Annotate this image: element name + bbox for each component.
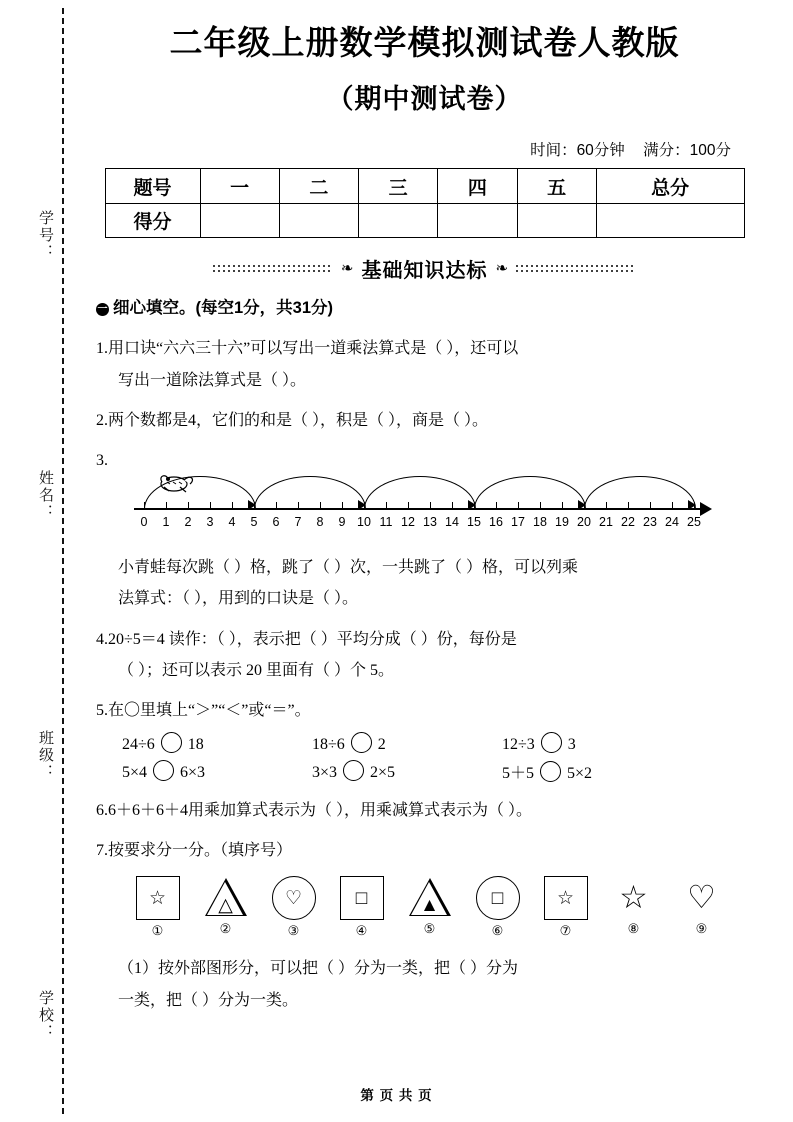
tick-mark: [584, 502, 585, 509]
compare-left-4: 5×4: [122, 764, 148, 782]
flag-left-icon: ❧: [340, 261, 354, 278]
number-line-figure: [122, 474, 712, 550]
question-3-line-2: 法算式：（ ），用到的口诀是（ ）。: [118, 590, 359, 608]
tick-label: 9: [338, 515, 346, 530]
hop-arc-2: [254, 476, 366, 509]
compare-left-6: 5＋5: [502, 765, 535, 783]
score-table-score-label: 得分: [105, 204, 200, 238]
question-3-line-1: 小青蛙每次跳（ ）格，跳了（ ）次，一共跳了（ ）格，可以列乘: [118, 559, 579, 577]
page-title: 二年级上册数学模拟测试卷人教版: [169, 24, 680, 61]
tick-mark: [694, 502, 695, 509]
tick-label: 22: [621, 515, 635, 530]
tick-mark: [496, 502, 497, 509]
question-4-line-1: 4.20÷5＝4 读作：（ ），表示把（ ）平均分成（ ）份，每份是: [96, 630, 517, 648]
shape-item-8: [611, 876, 657, 939]
score-col-2: 二: [279, 169, 358, 204]
tick-label: 14: [445, 515, 459, 530]
time-limit: 时间：60分钟: [530, 142, 625, 160]
tick-mark: [452, 502, 453, 509]
shape-bare-9: [681, 876, 723, 918]
tick-label: 8: [316, 515, 324, 530]
side-label-group: [22, 180, 56, 1082]
hop-arc-5: [584, 476, 696, 509]
tick-mark: [606, 502, 607, 509]
tick-label: 7: [294, 515, 302, 530]
question-3-label: 3.: [96, 451, 108, 469]
tick-label: 10: [357, 515, 371, 530]
tick-mark: [298, 502, 299, 509]
ornament-left-icon: [213, 264, 333, 273]
compare-right-1: 18: [187, 736, 204, 754]
score-table-row-label: 题号: [105, 169, 200, 204]
tick-label: 4: [228, 515, 236, 530]
question-7-prompt: 7.按要求分一分。（填序号）: [96, 842, 293, 860]
score-value-4[interactable]: [438, 204, 517, 238]
shape-item-7: [543, 876, 589, 939]
compare-right-2: 2: [377, 736, 386, 754]
shape-outline-square-4: [340, 876, 384, 920]
tick-mark: [144, 502, 145, 509]
tick-label: 19: [555, 515, 569, 530]
paper-content: [96, 22, 753, 1016]
question-1-line-1: 1.用口诀“六六三十六”可以写出一道乘法算式是（ ），还可以: [96, 340, 519, 358]
score-col-4: 四: [438, 169, 517, 204]
compare-left-2: 18÷6: [312, 736, 345, 754]
question-5-row-1: [96, 732, 753, 754]
table-row-header: [105, 169, 744, 204]
hop-arc-3: [364, 476, 476, 509]
shape-item-6: [475, 876, 521, 939]
compare-circle-2[interactable]: [351, 732, 372, 753]
tick-label: 21: [599, 515, 613, 530]
compare-item-6: [502, 760, 692, 783]
shape-index-9: ⑨: [695, 921, 708, 937]
shape-index-5: ⑤: [423, 921, 436, 937]
shape-bare-8: [613, 876, 655, 918]
question-7-sub1-line-1: （1）按外部图形分，可以把（ ）分为一类，把（ ）分为: [118, 960, 519, 978]
tick-label: 11: [379, 515, 393, 530]
shape-index-2: ②: [219, 921, 232, 937]
shape-index-7: ⑦: [559, 923, 572, 939]
tick-label: 18: [533, 515, 547, 530]
score-value-total[interactable]: [596, 204, 744, 238]
shape-index-8: ⑧: [627, 921, 640, 937]
tick-mark: [386, 502, 387, 509]
shape-index-1: ①: [151, 923, 164, 939]
tick-mark: [320, 502, 321, 509]
score-value-5[interactable]: [517, 204, 596, 238]
question-7-sub1-line-2: 一类，把（ ）分为一类。: [118, 991, 299, 1009]
square-outline-icon: □: [355, 887, 368, 909]
tick-mark: [628, 502, 629, 509]
question-group-heading: [96, 292, 753, 324]
shape-outline-triangle-5: [409, 876, 451, 918]
compare-left-1: 24÷6: [122, 736, 155, 754]
tick-label: 23: [643, 515, 657, 530]
compare-left-3: 12÷3: [502, 736, 535, 754]
shape-item-1: [135, 876, 181, 939]
score-col-5: 五: [517, 169, 596, 204]
dashed-cut-line: [62, 8, 64, 1114]
question-5-row-2: [96, 760, 753, 783]
section-title: 基础知识达标: [361, 260, 488, 283]
compare-circle-1[interactable]: [161, 732, 182, 753]
flag-right-icon: ❧: [495, 261, 509, 278]
tick-mark: [188, 502, 189, 509]
star-outline-icon-3: ☆: [619, 879, 648, 916]
question-1-line-2: 写出一道除法算式是（ ）。: [118, 371, 307, 389]
triangle-outline-icon: △: [218, 894, 233, 916]
section-header: [96, 254, 753, 283]
shape-item-5: [407, 876, 453, 939]
question-5-prompt: 5.在〇里填上“＞”“＜”或“＝”。: [96, 701, 311, 719]
tick-label: 5: [250, 515, 258, 530]
compare-circle-3[interactable]: [541, 732, 562, 753]
shape-item-4: [339, 876, 385, 939]
tick-label: 12: [401, 515, 415, 530]
compare-right-5: 2×5: [370, 764, 396, 782]
tick-mark: [342, 502, 343, 509]
tick-label: 16: [489, 515, 503, 530]
tick-mark: [518, 502, 519, 509]
tick-mark: [430, 502, 431, 509]
tick-label: 15: [467, 515, 481, 530]
score-col-3: 三: [359, 169, 438, 204]
tick-mark: [166, 502, 167, 509]
tick-label: 20: [577, 515, 591, 530]
compare-right-6: 5×2: [567, 765, 593, 783]
side-label-school: 学校：: [37, 990, 54, 1041]
tick-mark: [210, 502, 211, 509]
shape-item-9: [679, 876, 725, 939]
tick-mark: [474, 502, 475, 509]
tick-mark: [254, 502, 255, 509]
tick-mark: [276, 502, 277, 509]
compare-right-3: 3: [567, 736, 576, 754]
compare-left-5: 3×3: [312, 764, 338, 782]
tick-label: 2: [184, 515, 192, 530]
score-value-3[interactable]: [359, 204, 438, 238]
page-subtitle: （期中测试卷）: [326, 84, 523, 115]
tick-label: 1: [162, 515, 170, 530]
page-footer: 第 页 共 页: [360, 1088, 433, 1103]
square-outline-icon-2: □: [491, 887, 504, 909]
tick-label: 25: [687, 515, 701, 530]
total-score: 满分：100分: [643, 142, 731, 160]
group-heading-text: 细心填空。(每空1分，共31分): [113, 299, 334, 318]
group-number-badge: 一: [97, 304, 108, 316]
side-label-name: 姓名：: [37, 470, 54, 521]
hop-arc-4: [474, 476, 586, 509]
exam-meta: [96, 138, 753, 160]
shape-outline-circle-3: [272, 876, 316, 920]
shape-index-6: ⑥: [491, 923, 504, 939]
tick-mark: [232, 502, 233, 509]
question-4-line-2: （ ）；还可以表示 20 里面有（ ）个 5。: [118, 661, 395, 679]
tick-mark: [364, 502, 365, 509]
score-value-1[interactable]: [200, 204, 279, 238]
side-label-student-id: 学号：: [37, 210, 54, 261]
tick-mark: [672, 502, 673, 509]
question-2: 2.两个数都是4，它们的和是（ ），积是（ ），商是（ ）。: [96, 411, 489, 429]
compare-right-4: 6×3: [180, 764, 206, 782]
tick-label: 0: [140, 515, 148, 530]
shape-outline-square-7: [544, 876, 588, 920]
table-row-values: [105, 204, 744, 238]
score-col-1: 一: [200, 169, 279, 204]
shape-index-4: ④: [355, 923, 368, 939]
shape-item-3: [271, 876, 317, 939]
compare-item-1: [122, 732, 312, 754]
shape-index-3: ③: [287, 923, 300, 939]
compare-circle-4[interactable]: [153, 760, 174, 781]
compare-item-4: [122, 760, 312, 783]
score-table: [105, 168, 745, 238]
compare-item-3: [502, 732, 692, 754]
tick-mark: [562, 502, 563, 509]
tick-mark: [650, 502, 651, 509]
shape-row: [96, 876, 753, 939]
number-line-arrow-icon: [700, 502, 712, 516]
tick-mark: [540, 502, 541, 509]
compare-item-5: [312, 760, 502, 783]
ornament-right-icon: [516, 264, 636, 273]
compare-circle-6[interactable]: [540, 761, 561, 782]
compare-circle-5[interactable]: [343, 760, 364, 781]
shape-item-2: [203, 876, 249, 939]
tick-label: 24: [665, 515, 679, 530]
compare-item-2: [312, 732, 502, 754]
tick-mark: [408, 502, 409, 509]
score-value-2[interactable]: [279, 204, 358, 238]
side-label-class: 班级：: [37, 730, 54, 781]
score-col-total: 总分: [596, 169, 744, 204]
star-outline-icon-2: ☆: [556, 887, 575, 909]
tick-label: 3: [206, 515, 214, 530]
heart-outline-icon: ♡: [284, 887, 303, 909]
shape-outline-circle-6: [476, 876, 520, 920]
tick-label: 6: [272, 515, 280, 530]
tick-label: 13: [423, 515, 437, 530]
triangle-filled-icon: ▲: [420, 894, 439, 916]
shape-outline-square-1: [136, 876, 180, 920]
question-6: 6.6＋6＋6＋4用乘加算式表示为（ ），用乘减算式表示为（ ）。: [96, 802, 533, 820]
shape-outline-triangle-2: [205, 876, 247, 918]
heart-outline-icon-2: ♡: [687, 879, 716, 916]
star-outline-icon: ☆: [148, 887, 167, 909]
tick-label: 17: [511, 515, 525, 530]
